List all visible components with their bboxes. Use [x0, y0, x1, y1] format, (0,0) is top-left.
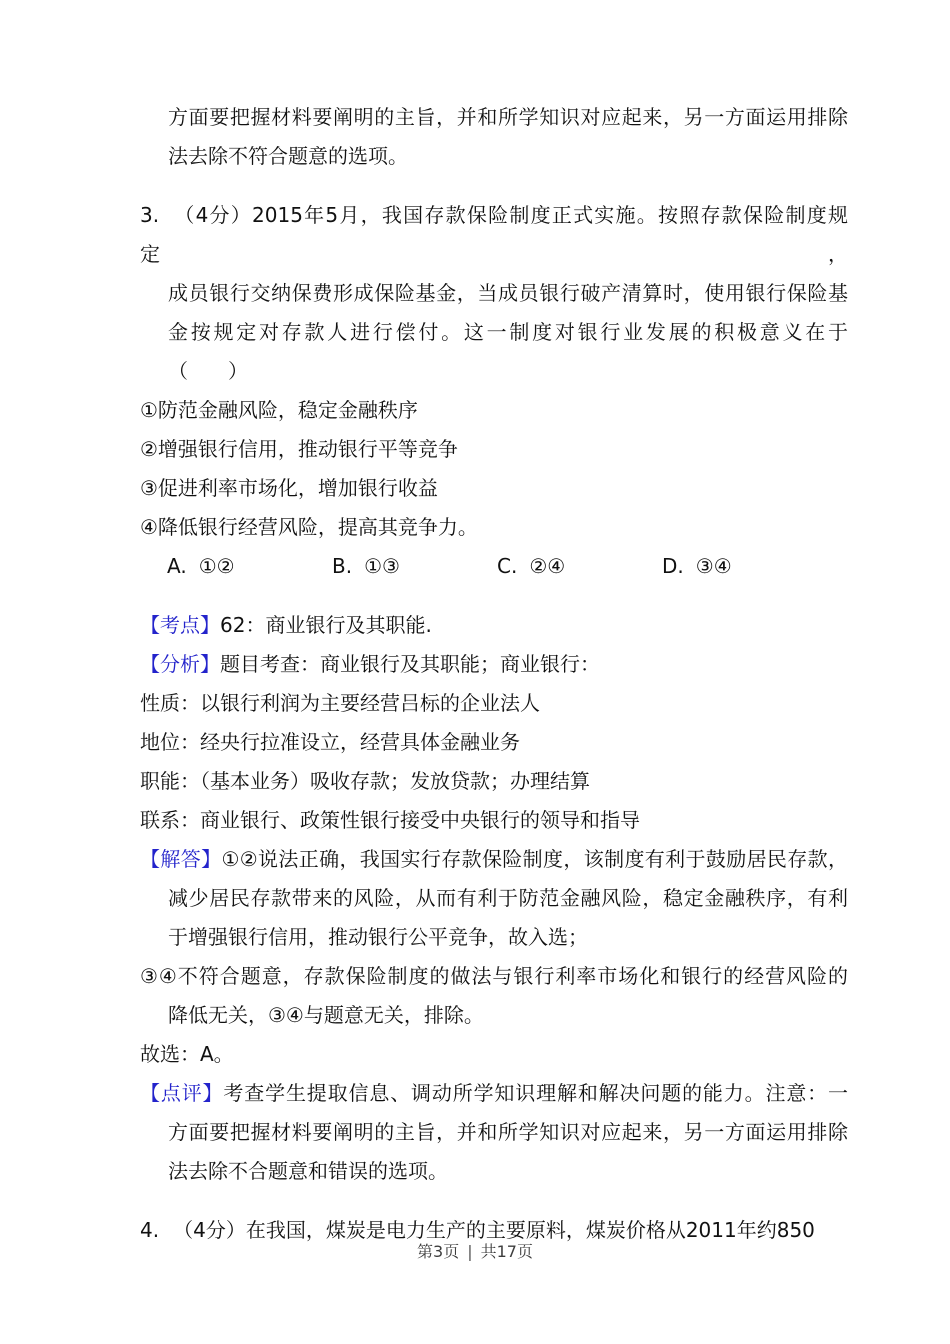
fenxi-line: [140, 645, 848, 684]
option-a: [167, 547, 332, 586]
fenxi-detail-line: 地位：经央行拉准设立，经营具体金融业务: [140, 730, 520, 754]
option-c-value: ②④: [529, 554, 566, 578]
statement-4: ④降低银行经营风险，提高其竞争力。: [140, 515, 478, 539]
text-line: 方面要把握材料要阐明的主旨，并和所学知识对应起来，另一方面运用排除: [168, 105, 848, 129]
jieda-label: 【解答】: [140, 847, 222, 871]
fenxi-text: 题目考查：商业银行及其职能；商业银行：: [220, 652, 600, 676]
question-3: [140, 196, 848, 586]
question-number: 3.: [140, 203, 160, 227]
statement-1: ①防范金融风险，稳定金融秩序: [140, 398, 418, 422]
jieda-line: 于增强银行信用，推动银行公平竞争，故入选；: [168, 925, 588, 949]
option-d: [662, 547, 732, 586]
dianping-line: [140, 1074, 848, 1113]
footer-current-page: 第3页: [417, 1242, 460, 1261]
carryover-paragraph: [140, 98, 848, 176]
analysis-section: [140, 606, 848, 1191]
conclusion-line: 故选：A。: [140, 1042, 234, 1066]
statement-2: ②增强银行信用，推动银行平等竞争: [140, 437, 458, 461]
option-c: [497, 547, 662, 586]
option-b-value: ①③: [364, 554, 400, 578]
dianping-label: 【点评】: [140, 1081, 224, 1105]
option-d-letter: D.: [662, 554, 684, 578]
kaodian-text: 62：商业银行及其职能.: [220, 613, 432, 637]
question-stem-text: （4分）在我国，煤炭是电力生产的主要原料，煤炭价格从2011年约850: [173, 1218, 815, 1242]
footer-total-pages: 共17页: [480, 1242, 533, 1261]
option-a-value: ①②: [198, 554, 235, 578]
jieda-line: 降低无关，③④与题意无关，排除。: [168, 1003, 484, 1027]
option-c-letter: C.: [497, 554, 518, 578]
option-b: [332, 547, 497, 586]
fenxi-detail-line: 职能：（基本业务）吸收存款；发放贷款；办理结算: [140, 769, 590, 793]
jieda-line: ③④不符合题意，存款保险制度的做法与银行利率市场化和银行的经营风险的: [140, 964, 848, 988]
fenxi-detail-line: 联系：商业银行、政策性银行接受中央银行的领导和指导: [140, 808, 640, 832]
jieda-text: ①②说法正确，我国实行存款保险制度，该制度有利于鼓励居民存款，: [221, 847, 849, 871]
dianping-line: 方面要把握材料要阐明的主旨，并和所学知识对应起来，另一方面运用排除: [168, 1120, 848, 1144]
question-stem-line: 成员银行交纳保费形成保险基金，当成员银行破产清算时，使用银行保险基: [168, 281, 848, 305]
text-line: 法去除不符合题意的选项。: [168, 144, 408, 168]
option-d-value: ③④: [695, 554, 732, 578]
option-a-letter: A.: [167, 554, 187, 578]
answer-blank-parens: （ ）: [168, 359, 248, 383]
question-number: 4.: [140, 1218, 160, 1242]
page-content: [140, 0, 848, 1250]
page-footer: [0, 1240, 950, 1264]
dianping-text: 考查学生提取信息、调动所学知识理解和解决问题的能力。注意：一: [223, 1081, 849, 1105]
fenxi-label: 【分析】: [140, 652, 220, 676]
fenxi-detail-line: 性质：以银行利润为主要经营吕标的企业法人: [140, 691, 540, 715]
dianping-line: 法去除不合题意和错误的选项。: [168, 1159, 448, 1183]
question-stem-line: [140, 196, 848, 274]
options-row: [140, 547, 848, 586]
jieda-line: 减少居民存款带来的风险，从而有利于防范金融风险，稳定金融秩序，有利: [168, 886, 848, 910]
question-stem-text: （4分）2015年5月，我国存款保险制度正式实施。按照存款保险制度规定，: [140, 203, 848, 266]
option-b-letter: B.: [332, 554, 353, 578]
question-stem-line: 金按规定对存款人进行偿付。这一制度对银行业发展的积极意义在于: [168, 320, 848, 344]
kaodian-line: [140, 606, 848, 645]
jieda-line: [140, 840, 848, 879]
statement-3: ③促进利率市场化，增加银行收益: [140, 476, 438, 500]
footer-separator: |: [467, 1242, 473, 1261]
kaodian-label: 【考点】: [140, 613, 220, 637]
